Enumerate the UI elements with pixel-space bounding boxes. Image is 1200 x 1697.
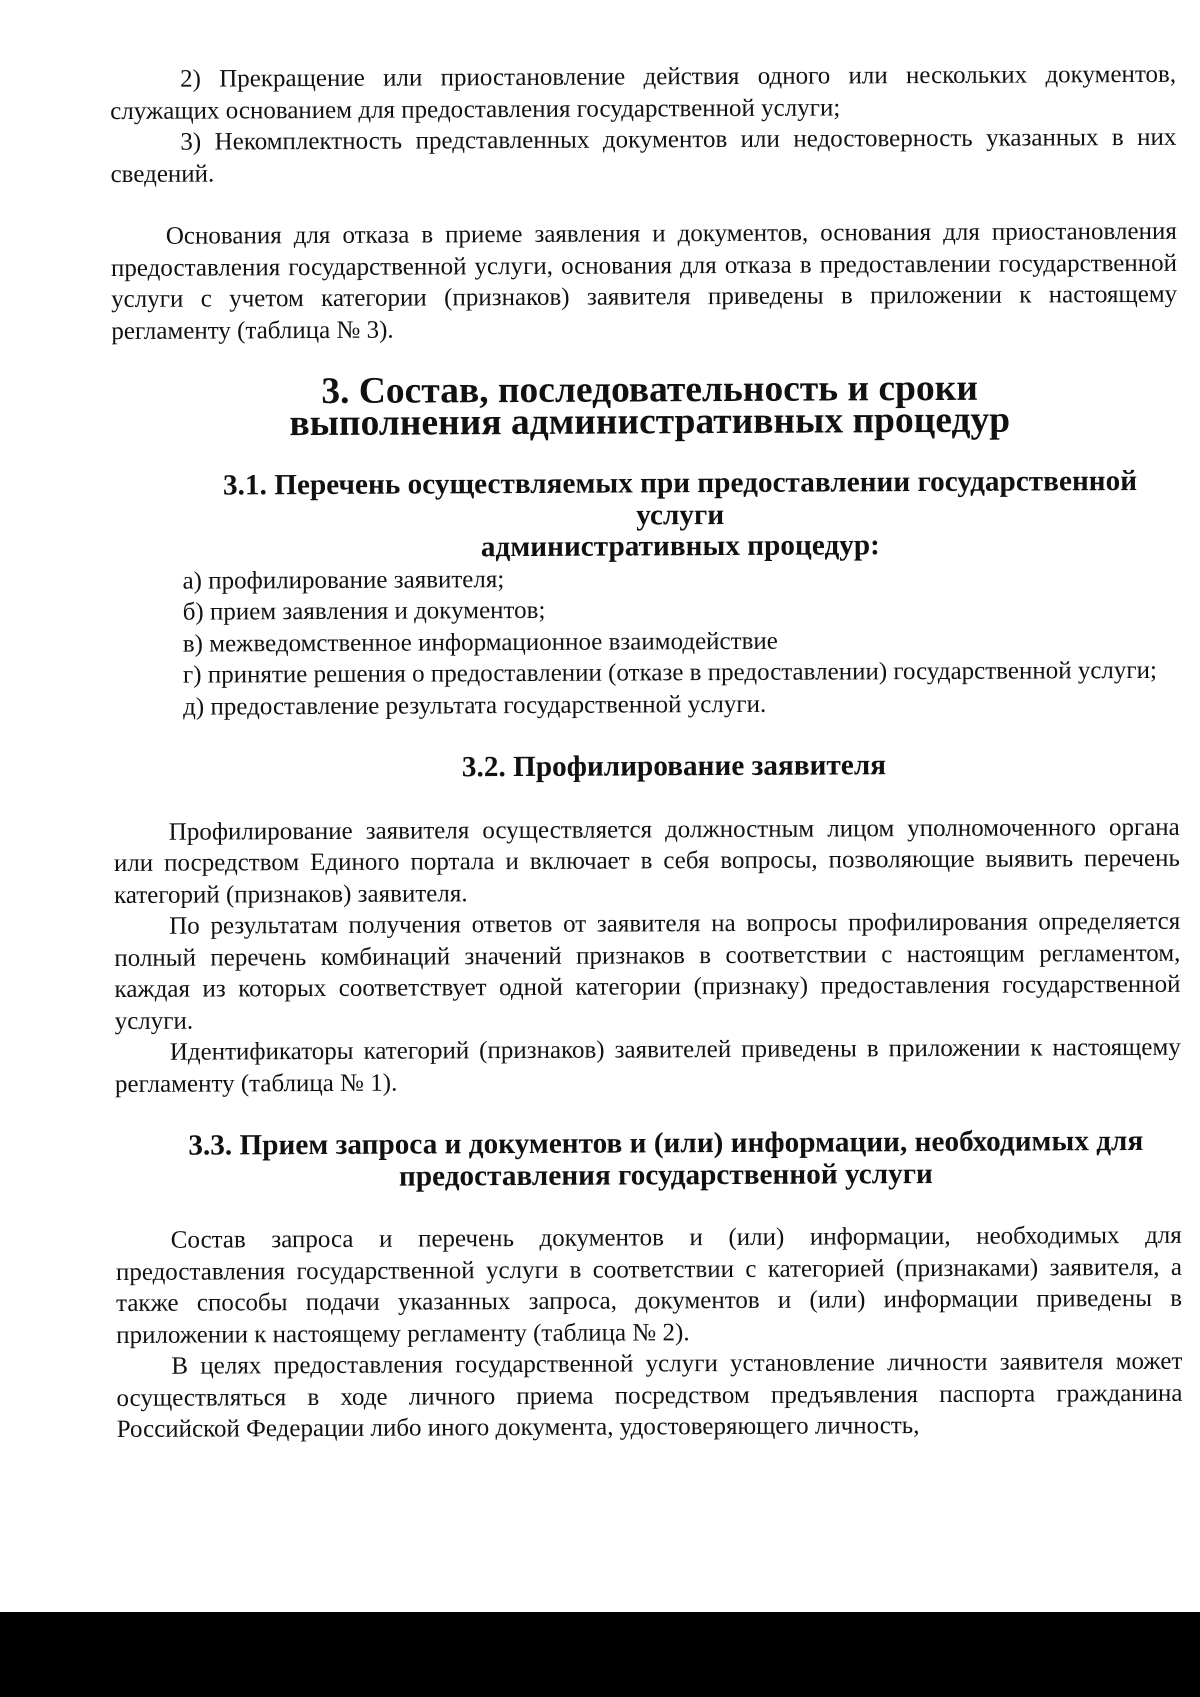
section-3-heading-line-1: 3. Состав, последовательность и сроки bbox=[321, 367, 979, 412]
section-3-heading-line-2: выполнения административных процедур bbox=[289, 399, 1011, 444]
section-3-1-heading-line-2: административных процедур: bbox=[480, 529, 880, 564]
procedure-item-g: г) принятие решения о предоставлении (отказе в предоставлении) государственной услуги; bbox=[182, 656, 1158, 689]
section-3-1-heading-line-1: 3.1. Перечень осуществляемых при предоставлении государственной услуги bbox=[222, 464, 1138, 531]
section-3-3-heading-line-2: предоставления государственной услуги bbox=[398, 1157, 933, 1193]
profiling-paragraph-1: Профилирование заявителя осуществляется должностным лицом уполномоченного органа или посредством Единого портала и включает в себя вопросы, позволяющие выявить перечень категорий (признаков) заявителя. bbox=[113, 813, 1180, 909]
document-body bbox=[110, 59, 1183, 1446]
request-paragraph-2: В целях предоставления государственной услуги установление личности заявителя может осуществляться в ходе личного приема посредством предъявления паспорта гражданина Российской Федерации либо иного документа, удостоверяющего личность, bbox=[116, 1347, 1183, 1443]
profiling-paragraph-2: По результатам получения ответов от заявителя на вопросы профилирования определяется полный перечень комбинаций значений признаков в соответствии с настоящим регламентом, каждая из которых соответствует одной категории (признаку) предоставления государственной услуги. bbox=[114, 907, 1181, 1035]
scan-border bbox=[0, 1612, 1200, 1697]
section-3-2-heading: 3.2. Профилирование заявителя bbox=[461, 749, 887, 784]
section-3-heading bbox=[112, 367, 1178, 444]
grounds-paragraph: Основания для отказа в приеме заявления и документов, основания для приостановления предоставления государственной услуги, основания для отказа в предоставлении государственной услуги с учетом категории (признаков) заявителя приведены в приложении к настоящему регламенту (таблица № 3). bbox=[110, 217, 1178, 345]
section-3-3-heading-line-1: 3.3. Прием запроса и документов и (или) информации, необходимых для bbox=[188, 1124, 1144, 1162]
profiling-paragraph-3: Идентификаторы категорий (признаков) заявителей приведены в приложении к настоящему регламенту (таблица № 1). bbox=[114, 1033, 1181, 1098]
procedure-item-a: а) профилирование заявителя; bbox=[182, 565, 505, 595]
procedure-item-v: в) межведомственное информационное взаимодействие bbox=[182, 627, 778, 658]
procedure-item-b: б) прием заявления и документов; bbox=[182, 596, 546, 626]
refusal-ground-item-2: 2) Прекращение или приостановление действия одного или нескольких документов, служащих основанием для предоставления государственной услуги; bbox=[110, 60, 1177, 125]
section-3-3-heading bbox=[115, 1126, 1181, 1194]
refusal-ground-item-3: 3) Некомплектность представленных документов или недостоверность указанных в них сведений. bbox=[110, 123, 1177, 188]
procedure-item-d: д) предоставление результата государственной услуги. bbox=[183, 690, 767, 721]
request-paragraph-1: Состав запроса и перечень документов и (или) информации, необходимых для предоставления государственной услуги в соответствии с категорией (признаками) заявителя, а также способы подачи указанных запроса, документов и (или) информации приведены в приложении к настоящему регламенту (таблица № 2). bbox=[115, 1221, 1183, 1349]
section-3-1-heading bbox=[112, 466, 1178, 566]
